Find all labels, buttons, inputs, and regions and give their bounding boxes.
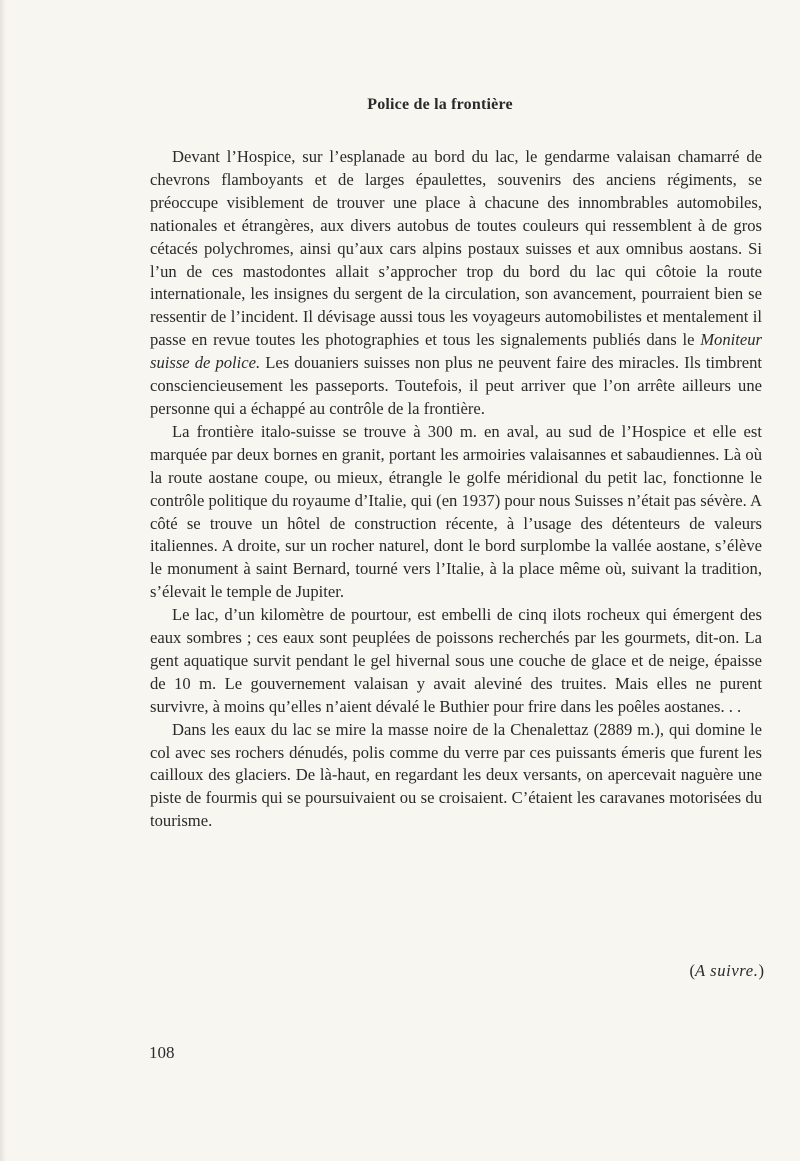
paragraph-3: Le lac, d’un kilomètre de pourtour, est embelli de cinq ilots rocheux qui émergent des eaux sombres ; ces eaux sont peuplées de poissons recherchés par les gourmets, dit-on. La gent aquatique survit pendant le gel hivernal sous une couche de glace et de neige, épaisse de 10 m. Le gouvernement valaisan y avait aleviné des truites. Mais elles ne purent survivre, à moins qu’elles n’aient dévalé le Buthier pour frire dans les poêles aostanes. . . <box>150 605 762 716</box>
section-heading: Police de la frontière <box>367 96 513 113</box>
paragraph-1-text-before: Devant l’Hospice, sur l’esplanade au bord du lac, le gendarme valaisan chamarré de chevrons flamboyants et de larges épaulettes, souvenirs des anciens régiments, se préoccupe visiblement de trouver une place à chacune des innombrables automobiles, nationales et étrangères, aux divers autobus de toutes couleurs qui ressemblent à de gros cétacés polychromes, ainsi qu’aux cars alpins postaux suisses et aux omnibus aostans. Si l’un de ces mastodontes allait s’approcher trop du bord du lac qui côtoie la route internationale, les insignes du sergent de la circulation, son avancement, pourraient bien se ressentir de l’incident. Il dévisage aussi tous les voyageurs automobilistes et mentalement il passe en revue toutes les photographies et tous les signalements publiés dans le <box>150 147 762 350</box>
to-follow-close-paren: ) <box>758 961 764 980</box>
paragraph-4: Dans les eaux du lac se mire la masse noire de la Chenalettaz (2889 m.), qui domine le col avec ses rochers dénudés, polis comme du verre par ces puissants émeris que furent les cailloux des glaciers. De là-haut, en regardant les deux versants, on apercevait naguère une piste de fourmis qui se poursuivaient ou se croisaient. C’étaient les caravanes motorisées du tourisme. <box>150 719 762 831</box>
to-follow-open-paren: ( <box>689 961 695 980</box>
page-number: 108 <box>149 1043 175 1062</box>
publication-title: Moniteur suisse de police. <box>150 330 762 373</box>
paragraph-1 <box>150 146 762 421</box>
to-follow-text: A suivre. <box>694 961 759 980</box>
to-be-continued-note <box>689 961 764 981</box>
paragraph-1-text-after: Les douaniers suisses non plus ne peuvent faire des miracles. Ils timbrent consciencieusement les passeports. Toutefois, il peut arriver que l’on arrête ailleurs une personne qui a échappé au contrôle de la frontière. <box>150 353 762 418</box>
page-edge-shadow <box>0 0 6 1161</box>
paragraph-2: La frontière italo-suisse se trouve à 300 m. en aval, au sud de l’Hospice et elle est marquée par deux bornes en granit, portant les armoiries valaisannes et sabaudiennes. Là où la route aostane coupe, ou mieux, étrangle le golfe méridional du petit lac, fonctionne le contrôle politique du royaume d’Italie, qui (en 1937) pour nous Suisses n’était pas sévère. A côté se trouve un hôtel de construction récente, à l’usage des détenteurs de valeurs italiennes. A droite, sur un rocher naturel, dont le bord surplombe la vallée aostane, s’élève le monument à saint Bernard, tourné vers l’Italie, à la place même où, suivant la tradition, s’élevait le temple de Jupiter. <box>150 421 762 602</box>
article-body <box>150 146 762 833</box>
